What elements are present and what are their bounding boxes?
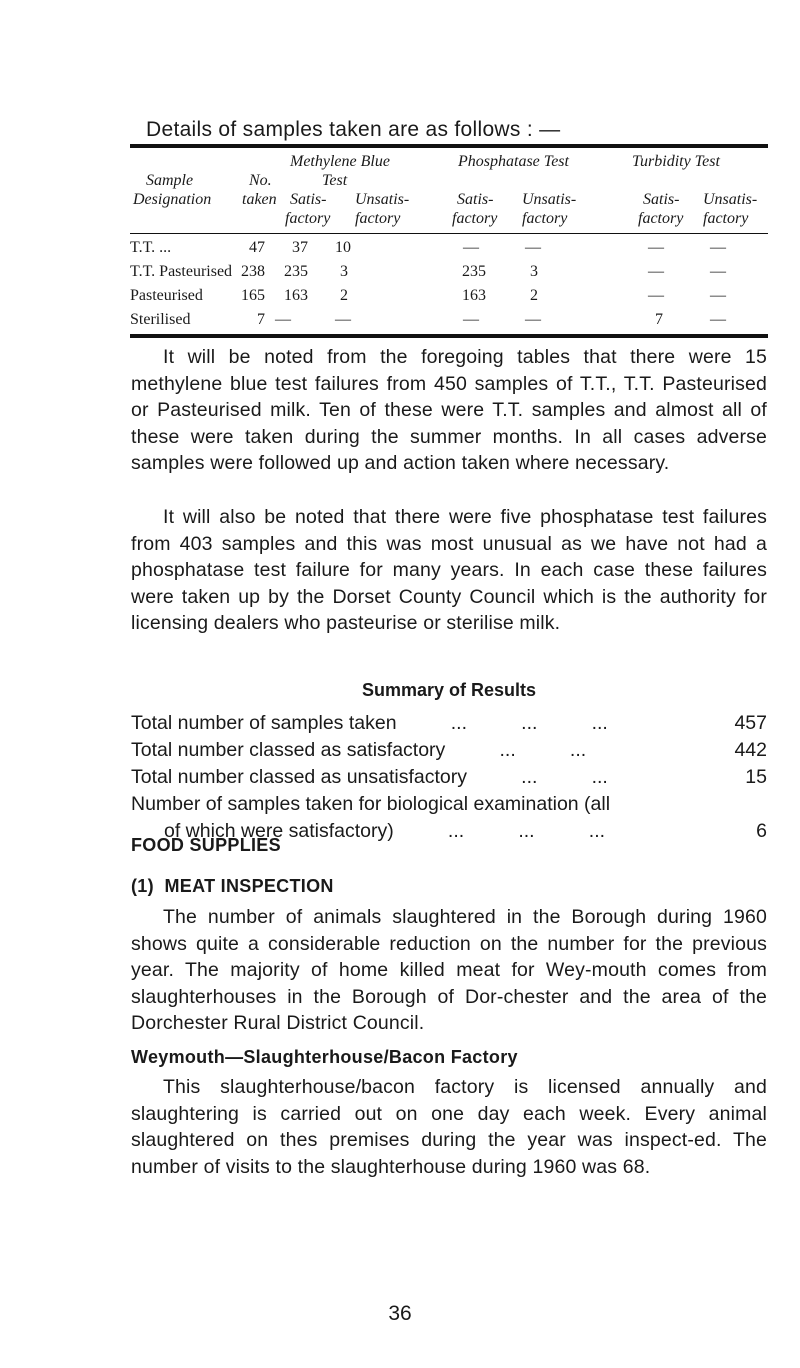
col-methylene-blue: Methylene Blue xyxy=(290,153,390,170)
summary-heading: Summary of Results xyxy=(361,680,537,700)
meat-inspection-heading: (1) MEAT INSPECTION xyxy=(131,876,334,896)
row-mb-unsatis: 3 xyxy=(340,263,348,280)
row-name: Pasteurised xyxy=(130,287,203,304)
sub-factory: factory xyxy=(285,210,331,227)
summary-value: 457 xyxy=(734,712,767,734)
row-no: 165 xyxy=(241,287,265,304)
row-no: 238 xyxy=(241,263,265,280)
row-tu-satis: — xyxy=(648,287,664,304)
col-taken: taken xyxy=(242,191,277,208)
col-no: No. xyxy=(249,172,272,189)
row-tu-unsatis: — xyxy=(710,287,726,304)
row-tu-satis: — xyxy=(648,263,664,280)
sub-factory: factory xyxy=(452,210,498,227)
list-item xyxy=(131,739,767,762)
row-tu-unsatis: — xyxy=(710,263,726,280)
row-mb-unsatis: 2 xyxy=(340,287,348,304)
summary-label: Total number classed as satisfactory ... ... xyxy=(131,739,587,761)
row-mb-unsatis: 10 xyxy=(335,239,351,256)
row-tu-satis: — xyxy=(648,239,664,256)
row-mb-satis: 163 xyxy=(284,287,308,304)
col-designation: Designation xyxy=(133,191,212,208)
row-ph-unsatis: — xyxy=(525,239,541,256)
paragraph-meat: The number of animals slaughtered in the Borough during 1960 shows quite a considerable reduction on the number for the previous year. The majority of home killed meat for Wey-mouth comes from slaughterhouses in the Borough of Dor-chester and the area of the Dorchester Rural District Council. xyxy=(131,906,767,1035)
row-name: T.T. Pasteurised xyxy=(130,263,233,280)
summary-value: 15 xyxy=(745,766,767,788)
list-item xyxy=(131,793,767,816)
paragraph-weymouth: This slaughterhouse/bacon factory is licensed annually and slaughtering is carried out on one day each week. Every animal slaughtered on thes premises during the year was inspect-ed. The number of visits to the slaughterhouse during 1960 was 68. xyxy=(131,1076,767,1178)
sub-factory: factory xyxy=(355,210,401,227)
row-name: T.T. ... xyxy=(130,239,172,256)
row-tu-satis: 7 xyxy=(655,311,663,328)
table-top-rule xyxy=(130,144,768,148)
row-ph-unsatis: — xyxy=(525,311,541,328)
row-mb-satis: 37 xyxy=(292,239,308,256)
sub-factory: factory xyxy=(522,210,568,227)
summary-label: Total number of samples taken ... ... ... xyxy=(131,712,608,734)
col-methylene-test: Test xyxy=(322,172,348,189)
summary-value: 6 xyxy=(756,820,767,842)
food-supplies-heading: FOOD SUPPLIES xyxy=(131,835,281,855)
list-item xyxy=(131,712,767,735)
sub-satis: Satis- xyxy=(643,191,680,208)
row-tu-unsatis: — xyxy=(710,311,726,328)
col-phosphatase: Phosphatase Test xyxy=(458,153,569,170)
paragraph-methylene: It will be noted from the foregoing tables that there were 15 methylene blue test failures from 450 samples of T.T., T.T. Pasteurised or Pasteurised milk. Ten of these were T.T. samples and almost all of these were taken during the summer months. In all cases adverse samples were followed up and action taken where necessary. xyxy=(131,346,767,475)
summary-label: Number of samples taken for biological examination (all xyxy=(131,793,611,815)
summary-label: of which were satisfactory) ... ... ... xyxy=(164,820,606,842)
summary-value: 442 xyxy=(734,739,767,761)
row-no: 47 xyxy=(249,239,265,256)
row-tu-unsatis: — xyxy=(710,239,726,256)
weymouth-heading: Weymouth—Slaughterhouse/Bacon Factory xyxy=(131,1047,518,1067)
sub-factory: factory xyxy=(638,210,684,227)
sub-satis: Satis- xyxy=(457,191,494,208)
row-name: Sterilised xyxy=(130,311,191,328)
sub-unsatis: Unsatis- xyxy=(355,191,410,208)
row-no: 7 xyxy=(257,311,265,328)
row-ph-satis: — xyxy=(463,239,479,256)
row-ph-satis: 235 xyxy=(462,263,486,280)
paragraph-phosphatase: It will also be noted that there were five phosphatase test failures from 403 samples and this was most unusual as we have not had a phosphatase test failure for many years. In each case these failures were taken up by the Dorset County Council which is the authority for licensing dealers who pasteurise or sterilise milk. xyxy=(131,506,767,635)
list-item xyxy=(131,766,767,789)
sub-unsatis: Unsatis- xyxy=(522,191,577,208)
row-mb-unsatis: — xyxy=(335,311,351,328)
row-mb-satis: — xyxy=(275,311,291,328)
row-mb-satis: 235 xyxy=(284,263,308,280)
row-ph-satis: 163 xyxy=(462,287,486,304)
row-ph-unsatis: 2 xyxy=(530,287,538,304)
table-bottom-rule xyxy=(130,334,768,338)
sub-satis: Satis- xyxy=(290,191,327,208)
sub-unsatis: Unsatis- xyxy=(703,191,758,208)
sub-factory: factory xyxy=(703,210,749,227)
intro-text: Details of samples taken are as follows : — xyxy=(146,118,561,141)
row-ph-satis: — xyxy=(463,311,479,328)
col-turbidity: Turbidity Test xyxy=(632,153,720,170)
col-sample: Sample xyxy=(146,172,194,189)
table-header-rule xyxy=(130,233,768,234)
page-number: 36 xyxy=(388,1302,412,1325)
summary-label: Total number classed as unsatisfactory ... ... xyxy=(131,766,608,788)
row-ph-unsatis: 3 xyxy=(530,263,538,280)
